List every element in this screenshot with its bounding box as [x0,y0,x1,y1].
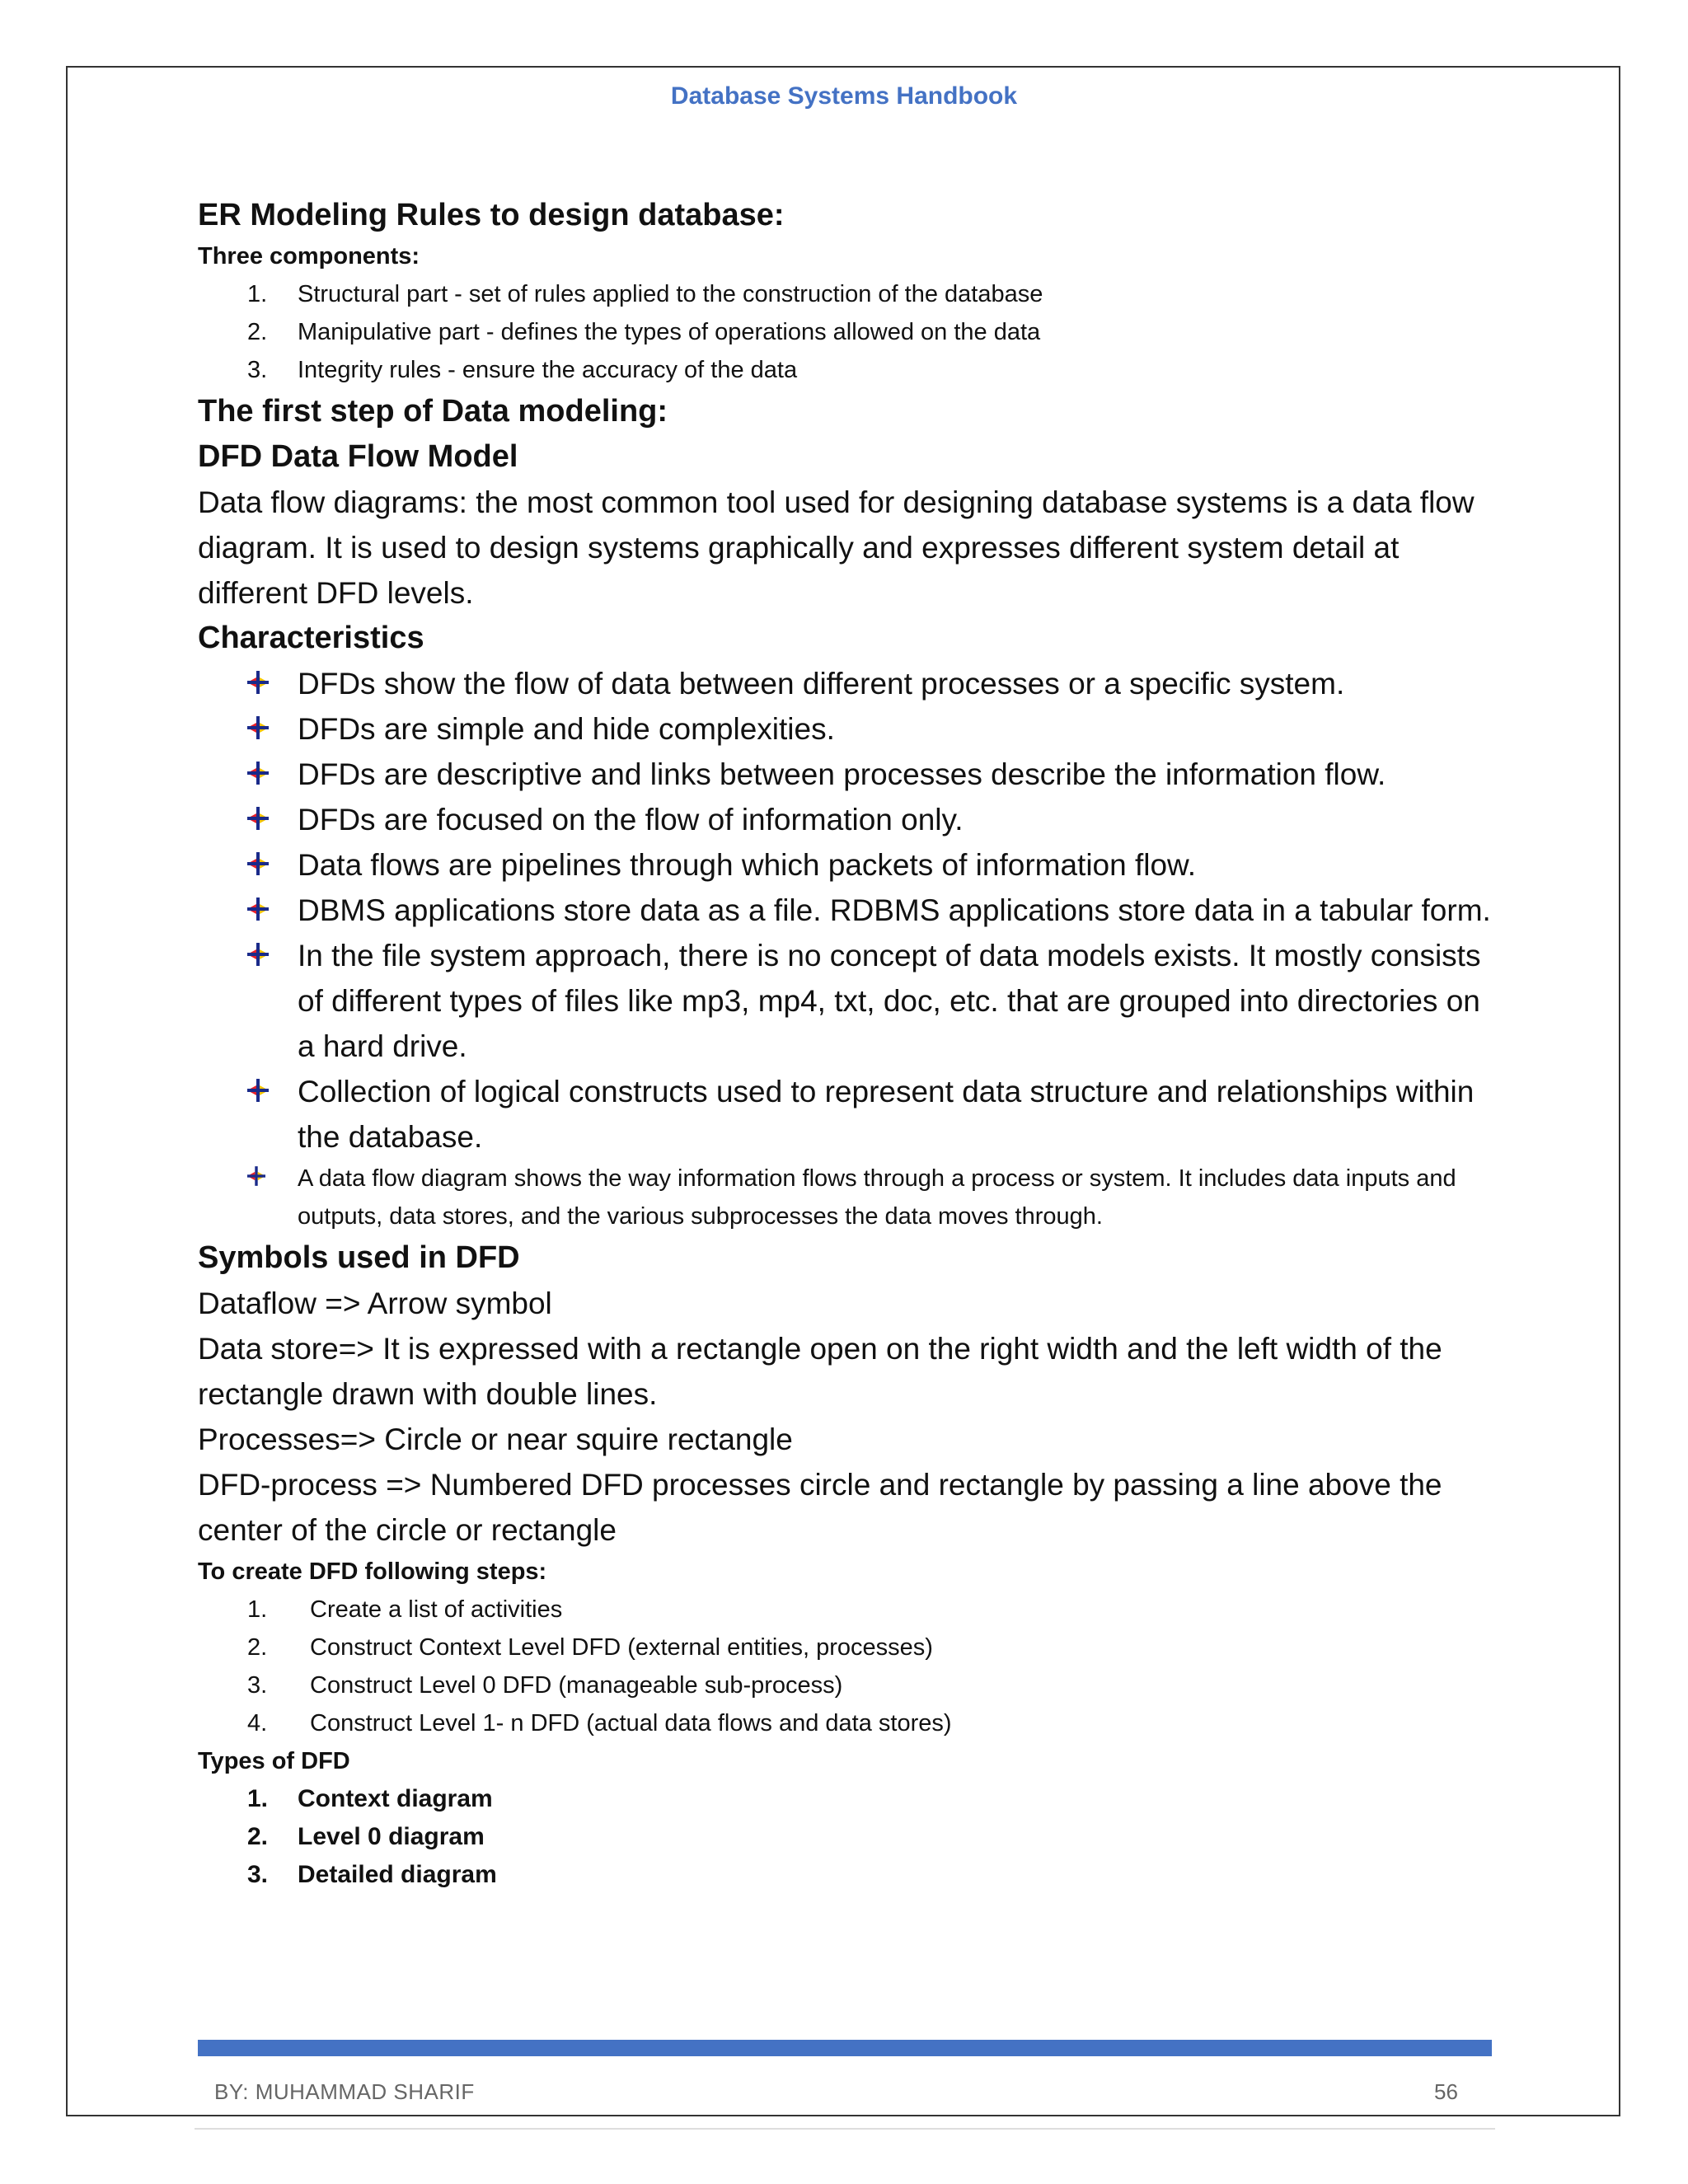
list-item [198,1704,1492,1742]
list-text: Structural part - set of rules applied to the construction of the database [298,281,1043,308]
list-text: Manipulative part - defines the types of operations allowed on the data [298,319,1041,346]
types-list [198,1780,1492,1894]
list-text: Integrity rules - ensure the accuracy of the data [298,357,798,384]
list-item [198,275,1492,313]
list-number: 3. [247,1672,268,1699]
list-item [198,1818,1492,1856]
pushpin-arrow-icon [247,671,269,694]
list-text: Context diagram [298,1785,493,1813]
list-number: 4. [247,1710,268,1737]
list-item [198,1780,1492,1818]
symbols-line: DFD-process => Numbered DFD processes circle and rectangle by passing a line above the center of the circle or rectangle [198,1468,1442,1548]
list-item: Data flows are pipelines through which packets of information flow. [198,842,1492,888]
er-components-list [198,275,1492,389]
list-number: 3. [247,357,268,384]
list-item [198,1591,1492,1629]
er-subheading: Three components: [198,243,420,270]
pushpin-arrow-icon [247,1079,269,1102]
create-steps-list [198,1591,1492,1742]
list-text: Construct Level 1- n DFD (actual data flows and data stores) [310,1710,952,1737]
pushpin-arrow-icon [247,852,269,875]
pushpin-arrow-icon [247,1166,265,1186]
list-item: DBMS applications store data as a file. RDBMS applications store data in a tabular form. [198,888,1492,933]
types-heading: Types of DFD [198,1748,350,1775]
list-number: 2. [247,1634,268,1661]
list-item: A data flow diagram shows the way information flows through a process or system. It includes data inputs and outputs, data stores, and the various subprocesses the data moves through. [198,1160,1492,1235]
pushpin-arrow-icon [247,898,269,921]
list-item: DFDs are simple and hide complexities. [198,706,1492,752]
symbols-line: Dataflow => Arrow symbol [198,1286,552,1321]
page-content [198,194,1492,1894]
symbols-line: Data store=> It is expressed with a rectangle open on the right width and the left width of the rectangle drawn with double lines. [198,1332,1442,1412]
list-item [198,1666,1492,1704]
list-item: DFDs are descriptive and links between processes describe the information flow. [198,752,1492,797]
list-number: 3. [247,1861,269,1889]
list-text: Construct Context Level DFD (external entities, processes) [310,1634,933,1661]
list-number: 1. [247,1596,268,1624]
list-item [198,313,1492,351]
list-number: 1. [247,281,268,308]
list-item: In the file system approach, there is no concept of data models exists. It mostly consists of different types of files like mp3, mp4, txt, doc, etc. that are grouped into directories on a hard drive. [198,933,1492,1069]
list-item: Collection of logical constructs used to represent data structure and relationships within the database. [198,1069,1492,1160]
symbols-line: Processes=> Circle or near squire rectangle [198,1422,793,1457]
list-number: 2. [247,319,268,346]
page-number: 56 [1434,2079,1458,2104]
list-item: DFDs are focused on the flow of information only. [198,797,1492,842]
pushpin-arrow-icon [247,762,269,785]
list-item [198,351,1492,389]
list-text: Level 0 diagram [298,1823,485,1851]
symbols-heading: Symbols used in DFD [198,1240,520,1276]
header-title: Database Systems Handbook [670,82,1018,110]
create-heading: To create DFD following steps: [198,1558,547,1586]
list-item [198,1629,1492,1666]
list-text: Construct Level 0 DFD (manageable sub-process) [310,1672,843,1699]
footer-bar [198,2040,1492,2056]
list-text: Detailed diagram [298,1861,497,1889]
dfd-heading: DFD Data Flow Model [198,439,518,475]
list-text: Create a list of activities [310,1596,563,1624]
characteristics-list [198,661,1492,1235]
er-heading: ER Modeling Rules to design database: [198,198,785,232]
characteristics-heading: Characteristics [198,621,424,656]
pushpin-arrow-icon [247,716,269,739]
list-number: 2. [247,1823,269,1851]
dfd-intro: Data flow diagrams: the most common tool used for designing database systems is a data flow diagram. It is used to design systems graphically and expresses different system detail at different DFD levels. [198,485,1475,611]
step-heading: The first step of Data modeling: [198,394,668,429]
list-item: DFDs show the flow of data between different processes or a specific system. [198,661,1492,706]
bottom-divider [195,2128,1495,2130]
footer-author: BY: MUHAMMAD SHARIF [214,2079,475,2104]
list-number: 1. [247,1785,269,1813]
list-item [198,1856,1492,1894]
pushpin-arrow-icon [247,943,269,966]
pushpin-arrow-icon [247,807,269,830]
